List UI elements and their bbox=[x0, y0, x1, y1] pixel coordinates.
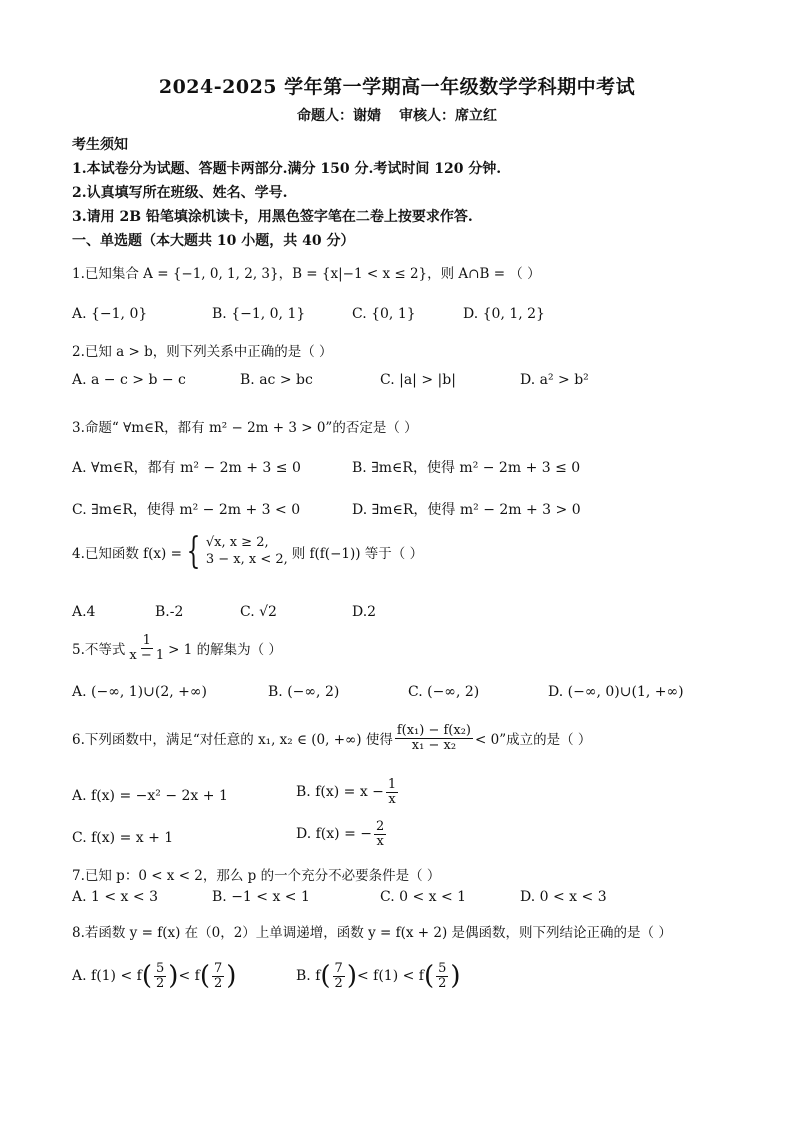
question-7-option-d: D. 0 < x < 3 bbox=[520, 889, 607, 905]
question-1-option-a: A. {−1, 0} bbox=[72, 306, 148, 322]
question-6-fraction bbox=[395, 724, 473, 752]
option-b-fraction bbox=[386, 778, 398, 806]
question-5-option-a: A. (−∞, 1)∪(2, +∞) bbox=[72, 684, 207, 700]
fraction-numerator: 1 bbox=[387, 777, 397, 792]
question-5-option-c: C. (−∞, 2) bbox=[408, 684, 480, 700]
right-paren: ) bbox=[168, 961, 179, 992]
left-brace-glyph: { bbox=[186, 531, 201, 572]
fraction-numerator: 2 bbox=[376, 819, 385, 834]
fraction-numerator: f(x₁) − f(x₂) bbox=[396, 723, 471, 738]
right-paren: ) bbox=[226, 961, 237, 992]
fraction-numerator: 7 bbox=[334, 961, 343, 976]
fraction-denominator: 2 bbox=[334, 975, 343, 991]
notice-item-2: 2.认真填写所在班级、姓名、学号. bbox=[72, 185, 288, 201]
left-paren: ( bbox=[199, 961, 210, 992]
question-4-suffix: 则 f(f(−1)) 等于（ ） bbox=[291, 546, 424, 562]
notice-item-1: 1.本试卷分为试题、答题卡两部分.满分 150 分.考试时间 120 分钟. bbox=[72, 161, 502, 177]
left-paren: ( bbox=[423, 961, 435, 992]
question-7-option-a: A. 1 < x < 3 bbox=[72, 889, 158, 905]
question-3-stem: 3.命题“ ∀m∈R，都有 m² − 2m + 3 > 0”的否定是（ ） bbox=[72, 420, 418, 436]
question-1-option-c: C. {0, 1} bbox=[352, 306, 416, 322]
section-heading: 一、单选题（本大题共 10 小题，共 40 分） bbox=[72, 233, 355, 249]
fraction-7-2 bbox=[212, 962, 224, 990]
question-6-option-b bbox=[296, 778, 400, 806]
question-5-prefix: 5.不等式 bbox=[72, 642, 126, 659]
question-8-option-b bbox=[296, 962, 461, 990]
question-5-suffix: > 1 的解集为（ ） bbox=[168, 642, 282, 659]
fraction-5-2 bbox=[154, 962, 166, 990]
question-5-option-b: B. (−∞, 2) bbox=[268, 684, 340, 700]
fraction-denominator: 2 bbox=[156, 975, 165, 991]
question-4-option-c: C. √2 bbox=[240, 604, 277, 620]
question-4-prefix: 4.已知函数 f(x) = bbox=[72, 546, 182, 562]
question-5-fraction bbox=[127, 634, 166, 662]
question-2-option-c: C. |a| > |b| bbox=[380, 372, 456, 388]
option-a-mid: < f bbox=[178, 968, 200, 985]
option-a-prefix: A. f(1) < f bbox=[72, 968, 142, 985]
question-5-stem bbox=[72, 634, 282, 662]
question-6-prefix: 6.下列函数中，满足“对任意的 x₁, x₂ ∈ (0, +∞) 使得 bbox=[72, 732, 393, 749]
option-b-mid: < f(1) < f bbox=[356, 968, 424, 985]
question-7-stem: 7.已知 p：0 < x < 2，那么 p 的一个充分不必要条件是（ ） bbox=[72, 868, 441, 884]
fraction-denominator: x − 1 bbox=[129, 647, 165, 663]
question-2-stem: 2.已知 a > b，则下列关系中正确的是（ ） bbox=[72, 344, 333, 360]
left-paren: ( bbox=[320, 961, 331, 992]
notice-heading: 考生须知 bbox=[72, 137, 128, 153]
question-3-option-d: D. ∃m∈R，使得 m² − 2m + 3 > 0 bbox=[352, 502, 581, 518]
fraction-denominator: x bbox=[376, 833, 384, 849]
question-8-option-a bbox=[72, 962, 236, 990]
option-b-prefix: B. f(x) = x − bbox=[296, 784, 384, 801]
question-6-suffix: < 0”成立的是（ ） bbox=[475, 732, 592, 749]
piecewise-brace bbox=[182, 531, 288, 572]
question-7-option-b: B. −1 < x < 1 bbox=[212, 889, 310, 905]
fraction-numerator: 7 bbox=[213, 961, 223, 976]
question-4-option-b: B.-2 bbox=[155, 604, 184, 620]
question-4-option-a: A.4 bbox=[72, 604, 96, 620]
question-4-case-2: 3 − x, x < 2, bbox=[205, 552, 288, 567]
reviewer-name: 审核人：席立红 bbox=[399, 108, 497, 124]
fraction-denominator: 2 bbox=[438, 975, 447, 991]
right-paren: ) bbox=[346, 961, 357, 992]
question-5-option-d: D. (−∞, 0)∪(1, +∞) bbox=[548, 684, 684, 700]
question-1-stem: 1.已知集合 A = {−1, 0, 1, 2, 3}，B = {x|−1 < x ≤ 2}，则 A∩B = （ ） bbox=[72, 266, 541, 282]
fraction-denominator: 2 bbox=[213, 975, 223, 991]
question-6-option-d bbox=[296, 820, 388, 848]
question-2-option-d: D. a² > b² bbox=[520, 372, 589, 388]
setter-name: 命题人：谢婧 bbox=[297, 108, 381, 124]
fraction-7-2 bbox=[333, 962, 345, 990]
exam-title: 2024-2025 学年第一学期高一年级数学学科期中考试 bbox=[158, 76, 636, 98]
question-8-stem: 8.若函数 y = f(x) 在（0，2）上单调递增，函数 y = f(x + 2) 是偶函数，则下列结论正确的是（ ） bbox=[72, 925, 672, 941]
question-7-option-c: C. 0 < x < 1 bbox=[380, 889, 467, 905]
question-2-option-a: A. a − c > b − c bbox=[72, 372, 186, 388]
question-1-option-b: B. {−1, 0, 1} bbox=[212, 306, 306, 322]
fraction-numerator: 5 bbox=[438, 961, 447, 976]
question-1-option-d: D. {0, 1, 2} bbox=[463, 306, 545, 322]
question-4-stem bbox=[72, 531, 424, 572]
fraction-5-2 bbox=[436, 962, 448, 990]
question-3-option-a: A. ∀m∈R，都有 m² − 2m + 3 ≤ 0 bbox=[72, 460, 301, 476]
question-6-stem bbox=[72, 724, 591, 752]
right-paren: ) bbox=[450, 961, 461, 992]
question-3-option-b: B. ∃m∈R，使得 m² − 2m + 3 ≤ 0 bbox=[352, 460, 581, 476]
question-3-option-c: C. ∃m∈R，使得 m² − 2m + 3 < 0 bbox=[72, 502, 301, 518]
exam-authors bbox=[0, 105, 794, 125]
notice-item-3: 3.请用 2B 铅笔填涂机读卡，用黑色签字笔在二卷上按要求作答. bbox=[72, 209, 473, 225]
fraction-denominator: x₁ − x₂ bbox=[411, 737, 457, 753]
question-4-case-1: √x, x ≥ 2, bbox=[205, 535, 269, 551]
question-6-option-c: C. f(x) = x + 1 bbox=[72, 830, 174, 846]
fraction-numerator: 5 bbox=[156, 961, 165, 976]
option-d-prefix: D. f(x) = − bbox=[296, 826, 372, 843]
option-b-prefix: B. f bbox=[296, 968, 321, 985]
question-4-option-d: D.2 bbox=[352, 604, 377, 620]
fraction-denominator: x bbox=[388, 791, 396, 807]
question-2-option-b: B. ac > bc bbox=[240, 372, 313, 388]
left-paren: ( bbox=[141, 961, 152, 992]
fraction-numerator: 1 bbox=[142, 633, 151, 648]
option-d-fraction bbox=[374, 820, 386, 848]
question-6-option-a: A. f(x) = −x² − 2x + 1 bbox=[72, 788, 228, 804]
